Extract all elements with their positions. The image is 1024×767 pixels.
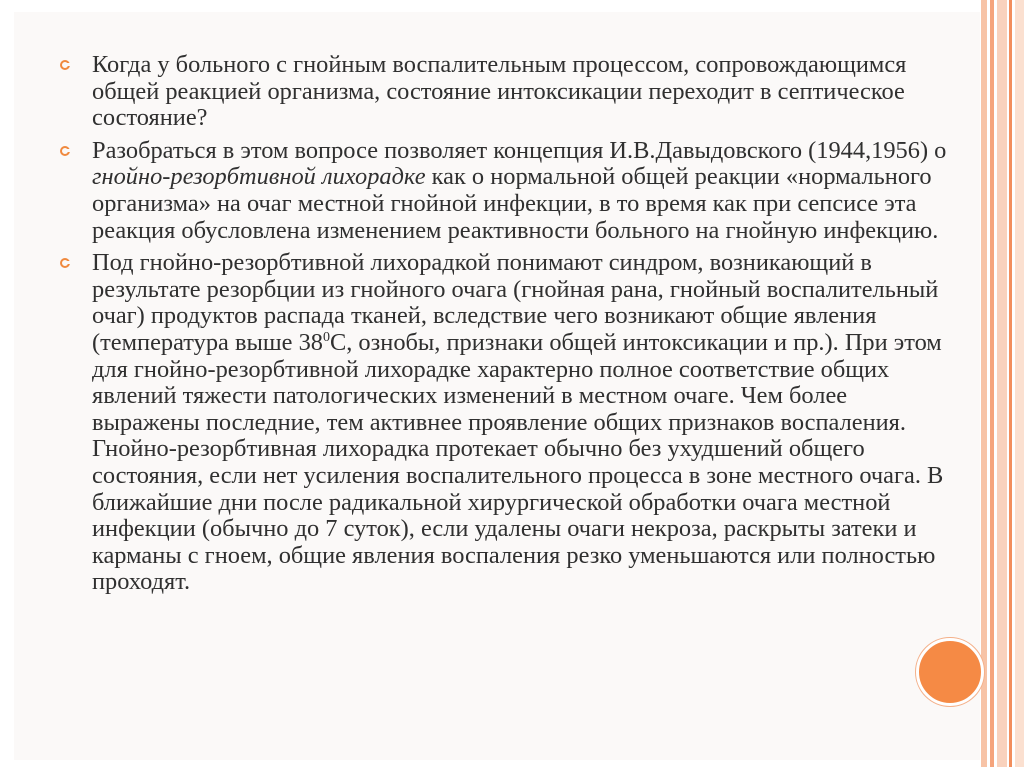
bullet-ring-icon [60, 146, 70, 156]
bullet-2-text-end: как о нормальной общей реакции «нормального организма» на очаг местной гнойной инфекции, в то время как при сепсисе эта реакция обусловлена изменением реактивности больного на гнойную инфекцию. [92, 163, 939, 244]
bullet-list [60, 52, 950, 602]
bullet-ring-icon [60, 60, 70, 70]
stripe-5 [1015, 0, 1024, 767]
bullet-2-text-start: Разобраться в этом вопросе позволяет концепция И.В.Давыдовского (1944,1956) о [92, 136, 947, 164]
bullet-text [92, 250, 950, 596]
decorative-stripes [981, 0, 1024, 767]
stripe-4 [1009, 0, 1012, 767]
bullet-item-3 [60, 250, 950, 596]
decorative-orange-circle [916, 638, 984, 706]
degree-superscript: 0 [322, 329, 330, 345]
bullet-text [92, 52, 950, 132]
stripe-2 [990, 0, 994, 767]
bullet-2-italic-term: гнойно-резорбтивной лихорадке [92, 163, 426, 191]
bullet-text [92, 138, 950, 244]
stripe-3 [997, 0, 1007, 767]
bullet-3-text-start: Под гнойно-резорбтивной лихорадкой понимают синдром, возникающий в результате резорбции из гнойного очага (гнойная рана, гнойный воспалительный очаг) продуктов распада тканей, вследствие чего возникают общие явления (температура выше 38 [92, 249, 939, 356]
stripe-1 [981, 0, 987, 767]
bullet-item-1 [60, 52, 950, 132]
bullet-ring-icon [60, 258, 70, 268]
bullet-1-text: Когда у больного с гнойным воспалительным процессом, сопровождающимся общей реакцией организма, состояние интоксикации переходит в септическое состояние? [92, 51, 907, 132]
bullet-item-2 [60, 138, 950, 244]
bullet-3-text-end: С, ознобы, признаки общей интоксикации и пр.). При этом для гнойно-резорбтивной лихорадке характерно полное соответствие общих явлений тяжести патологических изменений в местном очаге. Чем более выражены последние, тем активнее проявление общих признаков воспаления. Гнойно-резорбтивная лихорадка протекает обычно без ухудшений общего состояния, если нет усиления воспалительного процесса в зоне местного очага. В ближайшие дни после радикальной хирургической обработки очага местной инфекции (обычно до 7 суток), если удалены очаги некроза, раскрыты затеки и карманы с гноем, общие явления воспаления резко уменьшаются или полностью проходят. [92, 328, 944, 596]
